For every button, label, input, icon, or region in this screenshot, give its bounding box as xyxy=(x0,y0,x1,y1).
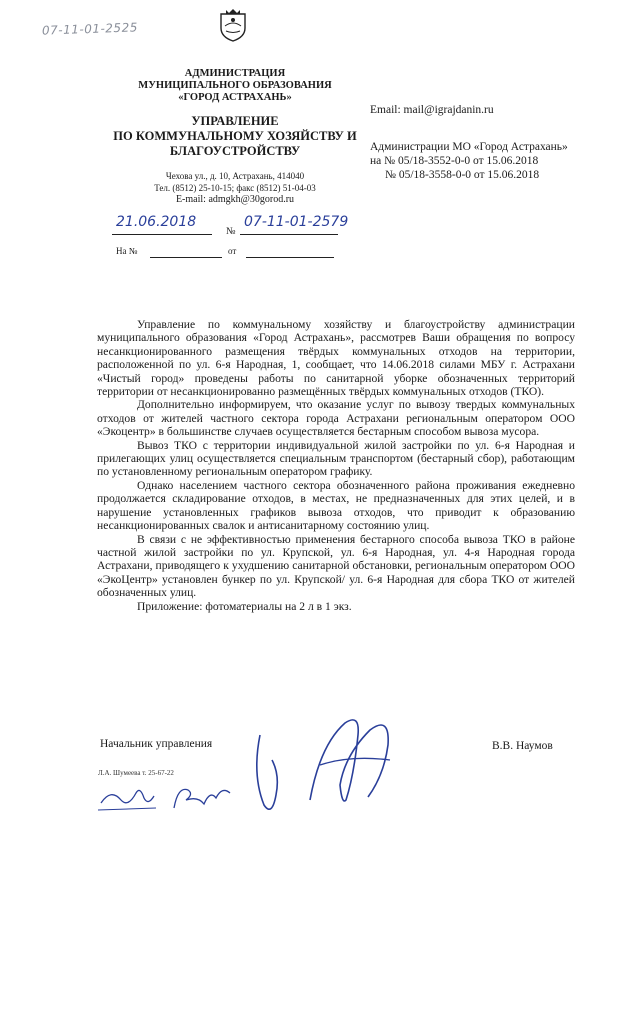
body-paragraph: В связи с не эффективностью применения бестарного способа вывоза ТКО в районе частной жилой застройки по ул. Крупской, ул. 6-я Народная, ул. 4-я Народная города Астрахани, приводящего к ухудшению санитарной обстановки, региональным оператором ООО «ЭкоЦентр» установлен бункер по ул. Крупской/ ул. 6-я Народная для сбора ТКО от жителей обозначенных улиц. xyxy=(97,532,575,600)
dept-line: УПРАВЛЕНИЕ xyxy=(191,114,279,128)
recipient-line: на № 05/18-3552-0-0 от 15.06.2018 xyxy=(370,155,539,167)
org-line: «ГОРОД АСТРАХАНЬ» xyxy=(178,92,292,103)
recipient-email: Email: mail@igrajdanin.ru xyxy=(370,104,494,116)
handwritten-signature xyxy=(250,705,400,825)
organization-name xyxy=(100,68,370,104)
signatory-name: В.В. Наумов xyxy=(492,740,553,752)
dept-line: БЛАГОУСТРОЙСТВУ xyxy=(169,144,301,158)
recipient-line: Администрации МО «Город Астрахань» xyxy=(370,141,568,153)
coat-of-arms-icon xyxy=(218,6,248,42)
reply-date-underline xyxy=(246,245,334,258)
org-line: АДМИНИСТРАЦИЯ xyxy=(184,68,286,79)
body-paragraph: Вывоз ТКО с территории индивидуальной жилой застройки по ул. 6-я Народная и прилегающих улиц осуществляется специальным транспортом (бестарный сбор), работающим по установленному региональным оператором графику. xyxy=(97,438,575,479)
recipient-line: № 05/18-3558-0-0 от 15.06.2018 xyxy=(385,169,540,181)
number-label: № xyxy=(226,226,236,237)
body-paragraph: Дополнительно информируем, что оказание услуг по вывозу твердых коммунальных отходов от жителей частного сектора города Астрахани региональным оператором ООО «Экоцентр» в большинстве случаев осуществляется бестарным способом вывоза мусора. xyxy=(97,398,575,439)
executor-info: Л.А. Шумеева т. 25-67-22 xyxy=(98,769,174,777)
department-name xyxy=(100,114,370,159)
recipient-address xyxy=(370,140,568,182)
attachment-note: Приложение: фотоматериалы на 2 л в 1 экз. xyxy=(137,599,352,613)
contact-email: E-mail: admgkh@30gorod.ru xyxy=(175,194,295,205)
reply-to-label: На № xyxy=(116,246,138,256)
contact-phone: Тел. (8512) 25-10-15; факс (8512) 51-04-03 xyxy=(154,183,316,193)
incoming-stamp-number: 07-11-01-2525 xyxy=(41,20,139,38)
body-paragraph: Однако населением частного сектора обозначенного района проживания ежедневно продолжается складирование отходов, в местах, не предназначенных для этих целей, и в нарушение установленных графиков вывоза отходов, что приводит к образованию несанкционированных свалок и антисанитарному состоянию улиц. xyxy=(97,478,575,533)
body-paragraph: Управление по коммунальному хозяйству и благоустройству администрации муниципального образования «Город Астрахань», рассмотрев Ваши обращения по вопросу несанкционированного размещения твёрдых коммунальных отходов на территории, расположенной по ул. 6-я Народная, 1, сообщает, что 14.06.2018 силами МБУ г. Астрахани «Чистый город» проведены работы по санитарной уборке обозначенных территорий территории от несанкционированно размещённых твёрдых коммунальных отходов (ТКО). xyxy=(97,318,575,399)
handwritten-number: 07-11-01-2579 xyxy=(244,214,349,230)
contact-address: Чехова ул., д. 10, Астрахань, 414040 xyxy=(165,171,305,181)
reply-date-label: от xyxy=(228,246,237,256)
signatory-title: Начальник управления xyxy=(100,738,213,750)
department-contacts xyxy=(100,170,370,206)
org-line: МУНИЦИПАЛЬНОГО ОБРАЗОВАНИЯ xyxy=(138,80,332,91)
approval-initials xyxy=(96,778,246,818)
handwritten-date: 21.06.2018 xyxy=(116,214,197,230)
dept-line: ПО КОММУНАЛЬНОМУ ХОЗЯЙСТВУ И xyxy=(113,129,357,143)
reply-to-underline xyxy=(150,245,222,258)
letter-body xyxy=(97,318,575,613)
